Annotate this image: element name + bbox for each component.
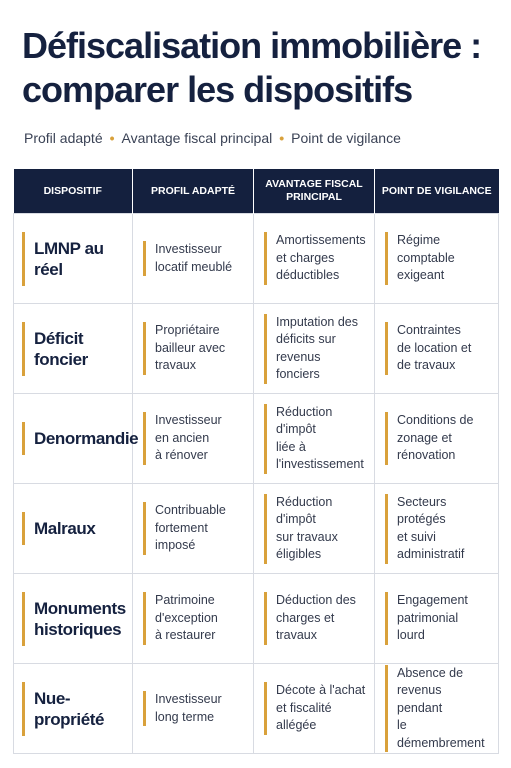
table-row [14, 394, 499, 484]
cell-avantage [254, 574, 375, 664]
subtitle-separator: • [279, 130, 285, 146]
subtitle-legend [24, 130, 401, 146]
cell-content [264, 314, 366, 384]
cell-line: patrimonial [397, 610, 459, 625]
cell-content [22, 512, 124, 545]
cell-line: fortement imposé [155, 520, 208, 553]
page-title: Défiscalisation immobilière : comparer les dispositifs [22, 25, 482, 110]
cell-line: charges et [276, 610, 335, 625]
cell-line: locatif meublé [155, 259, 233, 274]
cell-line: à rénover [155, 448, 208, 463]
cell-line: Propriétaire [155, 323, 220, 338]
cell-content [385, 412, 490, 465]
cell-line: LMNP au réel [34, 238, 104, 279]
cell-line: Amortissements [276, 233, 366, 248]
cell-content [385, 322, 490, 375]
cell-content [143, 592, 245, 645]
table-row [14, 214, 499, 304]
header-vigilance: POINT DE VIGILANCE [375, 169, 499, 214]
cell-content [385, 665, 490, 753]
cell-profil [133, 484, 254, 574]
cell-line: bailleur avec [155, 340, 226, 355]
cell-line: Malraux [34, 519, 96, 538]
cell-line: rénovation [397, 448, 456, 463]
cell-line: lourd [397, 628, 425, 643]
cell-line: revenus pendant [397, 683, 443, 715]
cell-line: Contraintes [397, 323, 461, 338]
cell-line: Denormandie [34, 429, 139, 448]
cell-dispositif [14, 574, 133, 664]
cell-line: travaux [155, 358, 196, 373]
comparison-table [13, 169, 499, 754]
cell-line: travaux [276, 628, 317, 643]
subtitle-item-profil: Profil adapté [24, 130, 103, 146]
cell-line: de travaux [397, 358, 456, 373]
cell-dispositif [14, 394, 139, 484]
cell-line: historiques [34, 619, 122, 639]
cell-avantage [254, 394, 375, 484]
cell-content [264, 682, 366, 735]
cell-line: Déficit foncier [34, 328, 88, 369]
cell-profil [133, 214, 254, 304]
cell-content [385, 494, 490, 564]
cell-line: le démembrement [397, 718, 485, 750]
cell-content [143, 691, 245, 726]
cell-line: long terme [155, 709, 215, 724]
cell-line: à restaurer [155, 628, 216, 643]
table-row [14, 664, 499, 754]
cell-line: d'exception [155, 610, 218, 625]
cell-profil [133, 394, 254, 484]
cell-content [264, 404, 366, 474]
header-profil: PROFIL ADAPTÉ [133, 169, 254, 214]
cell-line: Régime comptable [397, 233, 455, 265]
cell-line: Absence de [397, 665, 464, 680]
cell-line: en ancien [155, 430, 210, 445]
cell-content [264, 494, 366, 564]
cell-line: Secteurs protégés [397, 494, 447, 526]
cell-line: Investisseur [155, 692, 222, 706]
cell-line: Décote à l'achat [276, 683, 366, 698]
cell-profil [133, 574, 254, 664]
cell-content [385, 592, 490, 645]
cell-content [143, 412, 245, 465]
cell-line: Imputation des [276, 314, 358, 329]
header-dispositif: DISPOSITIF [14, 169, 133, 214]
cell-line: Contribuable [155, 503, 226, 518]
cell-line: Investisseur [155, 242, 222, 256]
cell-line: revenus fonciers [276, 349, 321, 381]
table-body [14, 214, 499, 754]
cell-vigilance [375, 574, 499, 664]
table-row [14, 304, 499, 394]
cell-line: déductibles [276, 268, 340, 283]
cell-line: Investisseur [155, 413, 222, 428]
cell-content [22, 232, 124, 286]
cell-line: allégée [276, 718, 317, 733]
cell-line: Déduction des [276, 593, 356, 608]
cell-content [385, 232, 490, 285]
cell-content [264, 232, 366, 285]
header-avantage: AVANTAGE FISCAL PRINCIPAL [254, 169, 375, 214]
subtitle-item-vigilance: Point de vigilance [291, 130, 401, 146]
cell-line: et charges [276, 250, 335, 265]
cell-content [143, 502, 245, 555]
cell-line: liée à [276, 439, 306, 454]
cell-content [22, 422, 139, 455]
cell-content [22, 322, 124, 376]
cell-line: Patrimoine [155, 593, 215, 608]
cell-profil [133, 664, 254, 754]
cell-line: l'investissement [276, 457, 364, 471]
table-row [14, 484, 499, 574]
cell-line: éligibles [276, 547, 322, 561]
cell-line: sur travaux [276, 529, 338, 544]
cell-line: déficits sur [276, 332, 336, 346]
subtitle-separator: • [109, 130, 115, 146]
cell-line: Nue-propriété [34, 688, 105, 729]
cell-line: Réduction d'impôt [276, 404, 333, 436]
cell-content [22, 682, 124, 736]
cell-line: et fiscalité [276, 700, 332, 715]
cell-avantage [254, 664, 375, 754]
cell-avantage [254, 214, 375, 304]
cell-content [143, 322, 245, 375]
cell-dispositif [14, 664, 133, 754]
table-header-row [14, 169, 499, 214]
cell-avantage [254, 304, 375, 394]
cell-line: Engagement [397, 593, 468, 608]
subtitle-item-avantage: Avantage fiscal principal [121, 130, 273, 146]
cell-line: et suivi [397, 529, 436, 544]
cell-line: Monuments [34, 598, 126, 618]
cell-vigilance [375, 394, 499, 484]
cell-line: de location et [397, 340, 472, 355]
cell-dispositif [14, 484, 133, 574]
cell-vigilance [375, 664, 499, 754]
cell-dispositif [14, 304, 133, 394]
cell-vigilance [375, 484, 499, 574]
cell-content [22, 592, 124, 646]
cell-content [143, 241, 245, 276]
cell-profil [133, 304, 254, 394]
cell-line: exigeant [397, 268, 445, 283]
cell-line: Réduction d'impôt [276, 494, 333, 526]
cell-content [264, 592, 366, 645]
cell-line: administratif [397, 547, 465, 561]
cell-dispositif [14, 214, 133, 304]
cell-line: zonage et [397, 430, 452, 445]
cell-avantage [254, 484, 375, 574]
cell-line: Conditions de [397, 413, 474, 428]
cell-vigilance [375, 304, 499, 394]
cell-vigilance [375, 214, 499, 304]
table-row [14, 574, 499, 664]
